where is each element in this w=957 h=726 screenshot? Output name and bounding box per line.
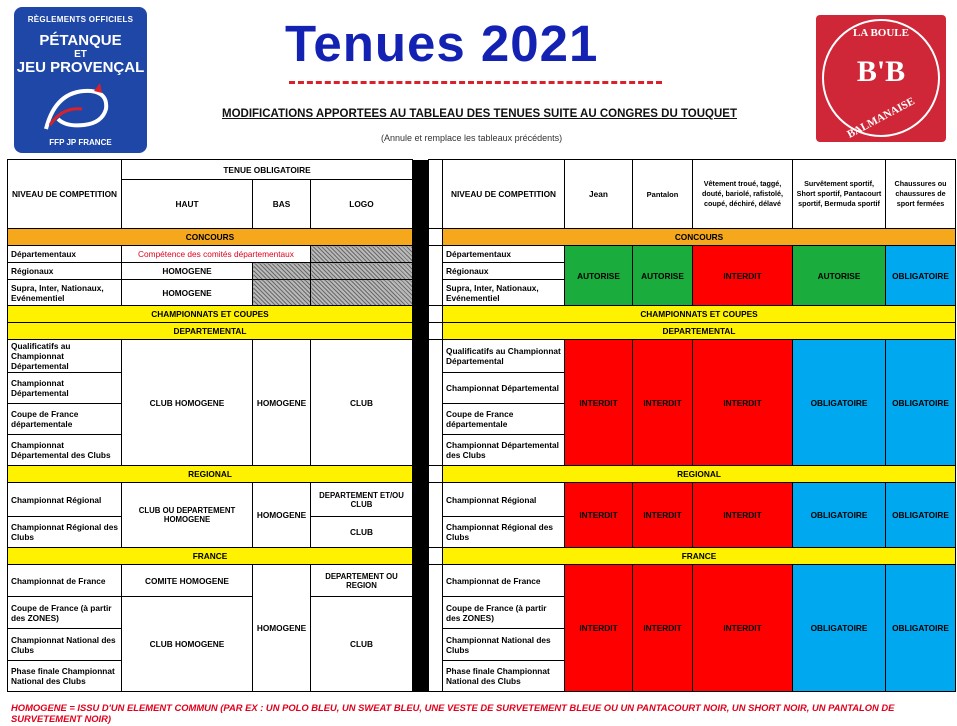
logo-right-bottom: BALMANAISE: [845, 95, 917, 141]
dep-pantalon-cell: INTERDIT: [633, 340, 693, 466]
logo-right-middle: B'B: [856, 55, 906, 88]
row-label-coupe-fr: Coupe de France (à partir des ZONES): [8, 597, 122, 629]
reg-pantalon-cell: INTERDIT: [633, 483, 693, 548]
row-label-champ-nat-clubs-right: Championnat National des Clubs: [443, 629, 565, 661]
gap-cell: [429, 246, 443, 306]
title-underline: [289, 81, 662, 84]
row-label-champ-fr: Championnat de France: [8, 565, 122, 597]
row-label-phase-finale: Phase finale Championnat National des Clubs: [8, 661, 122, 692]
boule-balmanaise-logo: [816, 15, 946, 142]
section-regional-right: REGIONAL: [443, 466, 956, 483]
row-label-champ-nat-clubs: Championnat National des Clubs: [8, 629, 122, 661]
section-departemental-right: DEPARTEMENTAL: [443, 323, 956, 340]
gap-cell: [429, 548, 443, 565]
section-departemental-left: DEPARTEMENTAL: [8, 323, 413, 340]
rooster-icon: [36, 79, 126, 137]
gap-cell: [429, 306, 443, 323]
page-subtitle: MODIFICATIONS APPORTEES AU TABLEAU DES TENUES SUITE AU CONGRES DU TOUQUET: [222, 108, 737, 120]
logo-left-line1: RÈGLEMENTS OFFICIELS: [27, 15, 134, 24]
row-label-champ-reg-right: Championnat Régional: [443, 483, 565, 517]
gap-cell: [429, 323, 443, 340]
left-header-bas: BAS: [253, 180, 311, 229]
row-label-regionaux: Régionaux: [8, 263, 122, 280]
row-label-champ-dep-clubs-right: Championnat Départemental des Clubs: [443, 435, 565, 466]
hatched-cell: [311, 246, 413, 263]
gap-cell: [429, 466, 443, 483]
row-label-champ-reg-clubs-right: Championnat Régional des Clubs: [443, 517, 565, 548]
dep-bas-cell: HOMOGENE: [253, 340, 311, 466]
row-label-champ-reg: Championnat Régional: [8, 483, 122, 517]
logo-left-line2: PÉTANQUE: [39, 32, 122, 49]
row-label-champ-fr-right: Championnat de France: [443, 565, 565, 597]
right-header-vetement: Vêtement troué, taggé, douté, bariolé, rafistolé, coupé, déchiré, délavé: [693, 160, 793, 229]
concours-vetement-cell: INTERDIT: [693, 246, 793, 306]
row-label-coupe-dep-right: Coupe de France départementale: [443, 404, 565, 435]
fr-jean-cell: INTERDIT: [565, 565, 633, 692]
row-label-champ-reg-clubs: Championnat Régional des Clubs: [8, 517, 122, 548]
left-header-haut: HAUT: [122, 180, 253, 229]
fr-clubs-logo-cell: CLUB: [311, 597, 413, 692]
reg-clubs-logo-cell: CLUB: [311, 517, 413, 548]
row-label-qualificatifs: Qualificatifs au Championnat Départemental: [8, 340, 122, 373]
concours-chaussures-cell: OBLIGATOIRE: [886, 246, 956, 306]
fr-chaussures-cell: OBLIGATOIRE: [886, 565, 956, 692]
reg-vetement-cell: INTERDIT: [693, 483, 793, 548]
fr-clubs-haut-cell: CLUB HOMOGENE: [122, 597, 253, 692]
dep-vetement-cell: INTERDIT: [693, 340, 793, 466]
reg-logo-cell: DEPARTEMENT ET/OU CLUB: [311, 483, 413, 517]
section-championnats-right: CHAMPIONNATS ET COUPES: [443, 306, 956, 323]
blank-header-cell: [429, 160, 443, 229]
dep-jean-cell: INTERDIT: [565, 340, 633, 466]
gap-cell: [429, 483, 443, 548]
gap-cell: [429, 340, 443, 466]
section-france-left: FRANCE: [8, 548, 413, 565]
logo-left-line4: JEU PROVENÇAL: [16, 59, 145, 76]
ffpjp-logo: [14, 7, 147, 153]
right-header-pantalon: Pantalon: [633, 160, 693, 229]
supra-haut-cell: HOMOGENE: [122, 280, 253, 306]
fr-logo-cell: DEPARTEMENT OU REGION: [311, 565, 413, 597]
page-title: Tenues 2021: [285, 15, 599, 72]
regionaux-haut-cell: HOMOGENE: [122, 263, 253, 280]
logo-left-main: [14, 33, 147, 76]
fr-pantalon-cell: INTERDIT: [633, 565, 693, 692]
hatched-cell: [311, 280, 413, 306]
hatched-cell: [253, 280, 311, 306]
row-label-coupe-dep: Coupe de France départementale: [8, 404, 122, 435]
row-label-regionaux-right: Régionaux: [443, 263, 565, 280]
row-label-qualificatifs-right: Qualificatifs au Championnat Départemental: [443, 340, 565, 373]
hatched-cell: [253, 263, 311, 280]
dep-haut-cell: CLUB HOMOGENE: [122, 340, 253, 466]
logo-left-line5: FFP JP FRANCE: [49, 138, 112, 147]
right-header-chaussures: Chaussures ou chaussures de sport fermées: [886, 160, 956, 229]
fr-bas-cell: HOMOGENE: [253, 565, 311, 692]
right-header-jean: Jean: [565, 160, 633, 229]
section-championnats-left: CHAMPIONNATS ET COUPES: [8, 306, 413, 323]
dep-chaussures-cell: OBLIGATOIRE: [886, 340, 956, 466]
fr-survetement-cell: OBLIGATOIRE: [793, 565, 886, 692]
section-regional-left: REGIONAL: [8, 466, 413, 483]
left-header-niveau: NIVEAU DE COMPETITION: [8, 160, 122, 229]
concours-jean-cell: AUTORISE: [565, 246, 633, 306]
left-header-logo: LOGO: [311, 180, 413, 229]
concours-survetement-cell: AUTORISE: [793, 246, 886, 306]
reg-haut-cell: CLUB OU DEPARTEMENT HOMOGENE: [122, 483, 253, 548]
row-label-supra: Supra, Inter, Nationaux, Evénementiel: [8, 280, 122, 306]
dep-survetement-cell: OBLIGATOIRE: [793, 340, 886, 466]
row-label-champ-dep-right: Championnat Départemental: [443, 373, 565, 404]
row-label-phase-finale-right: Phase finale Championnat National des Clubs: [443, 661, 565, 692]
competence-cell: Compétence des comités départementaux: [122, 246, 311, 263]
homogene-footnote: HOMOGENE = ISSU D'UN ELEMENT COMMUN (PAR EX : UN POLO BLEU, UN SWEAT BLEU, UNE VESTE DE SURVETEMENT BLEUE OU UN PANTACOURT NOIR, UN SHORT NOIR, UN PANTALON DE SURVETEMENT NOIR): [11, 702, 895, 724]
row-label-departementaux: Départementaux: [8, 246, 122, 263]
fr-haut-cell: COMITE HOMOGENE: [122, 565, 253, 597]
page-subnote: (Annule et remplace les tableaux précédents): [381, 133, 563, 143]
row-label-departementaux-right: Départementaux: [443, 246, 565, 263]
column-separator: [413, 160, 429, 692]
left-header-tenue: TENUE OBLIGATOIRE: [122, 160, 413, 180]
section-france-right: FRANCE: [443, 548, 956, 565]
right-header-survetement: Survêtement sportif, Short sportif, Pantacourt sportif, Bermuda sportif: [793, 160, 886, 229]
reg-jean-cell: INTERDIT: [565, 483, 633, 548]
gap-cell: [429, 565, 443, 692]
row-label-champ-dep: Championnat Départemental: [8, 373, 122, 404]
reg-bas-cell: HOMOGENE: [253, 483, 311, 548]
section-concours-right: CONCOURS: [443, 229, 956, 246]
section-concours-left: CONCOURS: [8, 229, 413, 246]
tenues-table: [7, 159, 956, 692]
hatched-cell: [311, 263, 413, 280]
logo-right-top: LA BOULE: [853, 27, 909, 39]
dep-logo-cell: CLUB: [311, 340, 413, 466]
concours-pantalon-cell: AUTORISE: [633, 246, 693, 306]
row-label-champ-dep-clubs: Championnat Départemental des Clubs: [8, 435, 122, 466]
fr-vetement-cell: INTERDIT: [693, 565, 793, 692]
reg-chaussures-cell: OBLIGATOIRE: [886, 483, 956, 548]
logo-left-line3: ET: [74, 49, 87, 60]
reg-survetement-cell: OBLIGATOIRE: [793, 483, 886, 548]
row-label-supra-right: Supra, Inter, Nationaux, Evénementiel: [443, 280, 565, 306]
right-header-niveau: NIVEAU DE COMPETITION: [443, 160, 565, 229]
row-label-coupe-fr-right: Coupe de France (à partir des ZONES): [443, 597, 565, 629]
gap-cell: [429, 229, 443, 246]
